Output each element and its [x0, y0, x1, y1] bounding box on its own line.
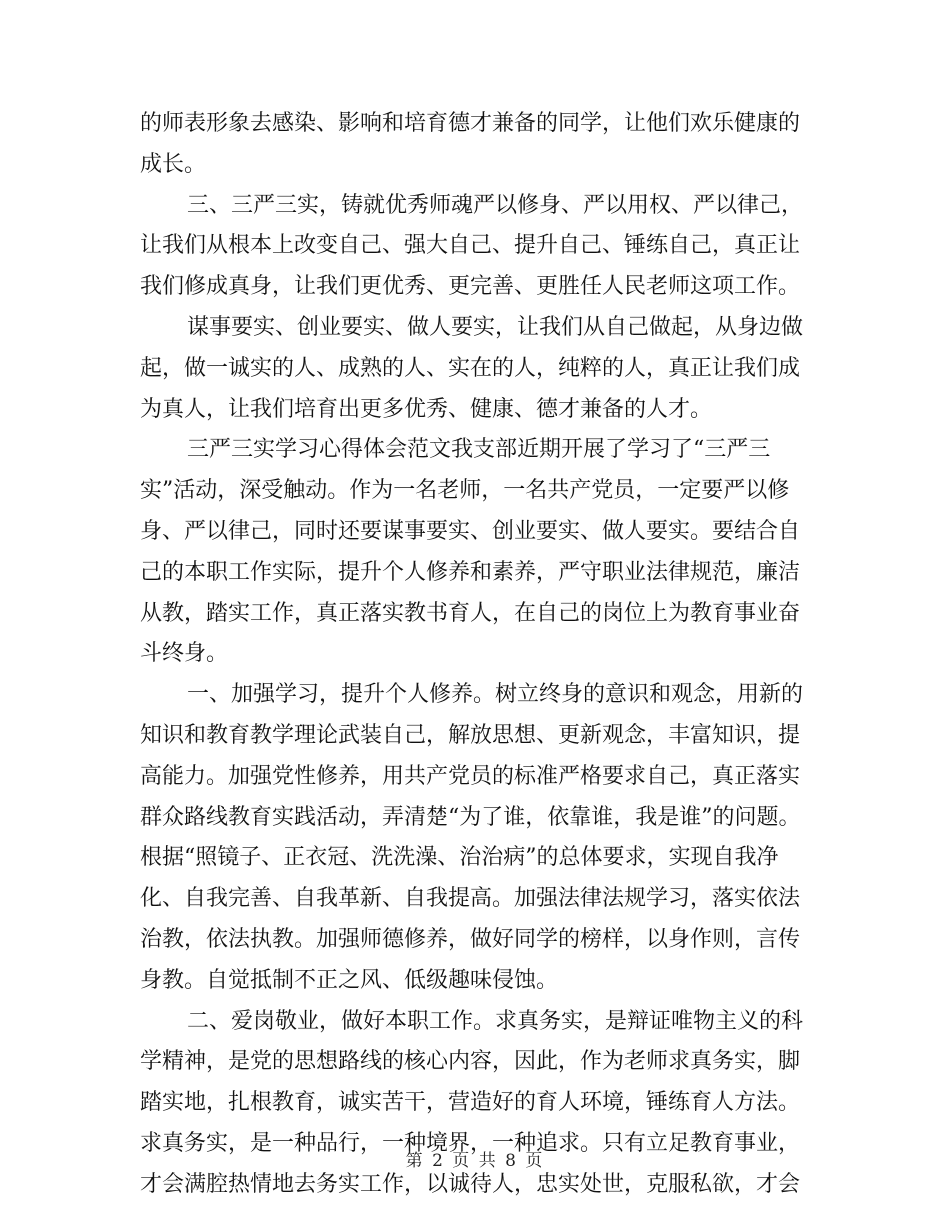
text-line: 成长。 — [140, 151, 207, 177]
text-line: 高能力。加强党性修养，用共产党员的标准严格要求自己，真正落实 — [140, 763, 801, 789]
text-line: 踏实地，扎根教育，诚实苦干，营造好的育人环境，锤练育人方法。 — [140, 1090, 801, 1116]
text-line: 治教，依法执教。加强师德修养，做好同学的榜样，以身作则，言传 — [140, 926, 801, 952]
text-line: 学精神，是党的思想路线的核心内容，因此，作为老师求真务实，脚 — [140, 1049, 801, 1075]
text-line: 让我们从根本上改变自己、强大自己、提升自己、锤练自己，真正让 — [140, 233, 801, 259]
text-line: 群众路线教育实践活动，弄清楚“为了谁，依靠谁，我是谁”的问题。 — [140, 804, 801, 830]
text-line: 为真人，让我们培育出更多优秀、健康、德才兼备的人才。 — [140, 396, 713, 422]
text-line: 求真务实，是一种品行，一种境界，一种追求。只有立足教育事业， — [140, 1130, 801, 1156]
text-line: 从教，踏实工作，真正落实教书育人，在自己的岗位上为教育事业奋 — [140, 600, 801, 626]
text-line: 起，做一诚实的人、成熟的人、实在的人，纯粹的人，真正让我们成 — [140, 355, 801, 381]
text-line: 斗终身。 — [140, 641, 229, 667]
text-line: 身教。自觉抵制不正之风、低级趣味侵蚀。 — [140, 967, 559, 993]
text-line: 的师表形象去感染、影响和培育德才兼备的同学，让他们欢乐健康的 — [140, 111, 801, 136]
page-number-footer: 第 2 页 共 8 页 — [405, 1151, 545, 1171]
text-line: 根据“照镜子、正衣冠、洗洗澡、治治病”的总体要求，实现自我净 — [140, 845, 779, 871]
text-line: 二、爱岗敬业，做好本职工作。求真务实，是辩证唯物主义的科 — [187, 1008, 804, 1034]
text-line: 三严三实学习心得体会范文我支部近期开展了学习了“三严三 — [187, 437, 771, 463]
text-line: 才会满腔热情地去务实工作，以诚待人，忠实处世，克服私欲，才会 — [140, 1171, 801, 1197]
text-line: 三、三严三实，铸就优秀师魂严以修身、严以用权、严以律己， — [187, 192, 804, 218]
text-line: 一、加强学习，提升个人修养。树立终身的意识和观念，用新的 — [187, 682, 804, 708]
text-line: 化、自我完善、自我革新、自我提高。加强法律法规学习，落实依法 — [140, 886, 801, 912]
text-line: 实”活动，深受触动。作为一名老师，一名共产党员，一定要严以修 — [140, 478, 790, 504]
text-line: 身、严以律己，同时还要谋事要实、创业要实、做人要实。要结合自 — [140, 518, 801, 544]
text-line: 知识和教育教学理论武装自己，解放思想、更新观念，丰富知识，提 — [140, 722, 801, 748]
text-line: 谋事要实、创业要实、做人要实，让我们从自己做起，从身边做 — [187, 314, 804, 340]
document-body — [140, 104, 810, 1206]
text-line: 我们修成真身，让我们更优秀、更完善、更胜任人民老师这项工作。 — [140, 274, 801, 300]
text-line: 己的本职工作实际，提升个人修养和素养，严守职业法律规范，廉洁 — [140, 559, 801, 585]
